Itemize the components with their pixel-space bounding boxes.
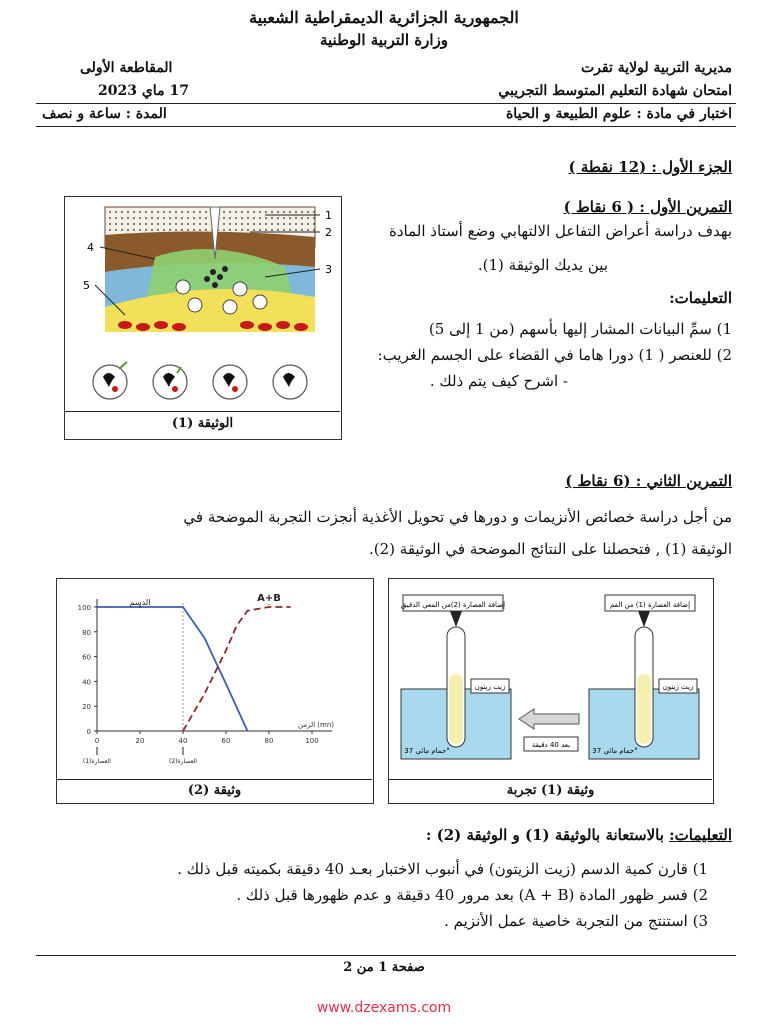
exercise1-question1: 1) سمِّ البيانات المشار إليها بأسهم (من 1 إلى 5): [428, 320, 732, 338]
part1-title: الجزء الأول : (12 نقطة ): [568, 158, 732, 176]
x-tick-label: 80: [264, 737, 274, 745]
exercise1-question2b: - اشرح كيف يتم ذلك .: [429, 372, 568, 390]
left-tube-label: إضافة العصارة (2)من المعي الدقيق: [400, 601, 506, 609]
exercise1-intro-line1: بهدف دراسة أعراض التفاعل الالتهابي وضع أستاذ المادة: [389, 222, 732, 240]
x-tick-label: 0: [94, 737, 100, 745]
exercise1-question2: 2) للعنصر ( 1) دورا هاما في القضاء على الجسم الغريب:: [377, 346, 732, 364]
series-label-lipid: الدسم: [129, 598, 151, 607]
inflammation-diagram: [65, 197, 340, 407]
duration: المدة : ساعة و نصف: [42, 106, 167, 122]
experiment-caption: وثيقة (1) تجربة: [506, 783, 595, 798]
label-3: 3: [325, 263, 332, 276]
exercise2-intro-line1: من أجل دراسة خصائص الأنزيمات و دورها في تحويل الأغذية أنجزت التجربة الموضحة في: [183, 508, 732, 526]
series-line-2: [183, 607, 291, 731]
experiment-diagram: [389, 579, 712, 779]
exercise2-instructions: التعليمات: بالاستعانة بالوثيقة (1) و الوثيقة (2) :: [425, 826, 732, 844]
exam-title: امتحان شهادة التعليم المتوسط التجريبي: [498, 83, 732, 99]
document1-caption: الوثيقة (1): [171, 416, 234, 431]
subject: اختبار في مادة : علوم الطبيعة و الحياة: [505, 106, 732, 122]
left-oil-label: زيت زيتون: [474, 683, 506, 691]
document2-caption: وثيقة (2): [187, 783, 242, 798]
y-tick-label: 0: [86, 728, 91, 736]
exercise1-intro-line2: بين يديك الوثيقة (1).: [477, 256, 608, 274]
directorate: مديرية التربية لولاية تقرت: [581, 60, 732, 76]
right-tube-label: إضافة العصارة (1) من الفم: [609, 601, 691, 609]
experiment-frame: [388, 578, 714, 804]
x-tick-label: 40: [178, 737, 188, 745]
x-tick-label: 100: [305, 737, 319, 745]
exercise1-instructions-title: التعليمات:: [669, 289, 732, 307]
y-tick-label: 80: [82, 628, 91, 637]
right-oil-label: زيت زيتون: [662, 683, 694, 691]
label-2: 2: [325, 226, 332, 239]
exam-date: 17 ماي 2023: [98, 83, 189, 99]
series-line-1: [97, 607, 248, 731]
exercise1-title: التمرين الأول : ( 6 نقاط ): [563, 198, 732, 216]
header-divider-top: [36, 103, 736, 104]
header-divider-bottom: [36, 126, 736, 127]
footer-divider: [36, 955, 736, 956]
page-number: صفحة 1 من 2: [343, 960, 425, 975]
right-bath-label: حمام مائي 37°: [592, 747, 638, 755]
document1-frame: [64, 196, 342, 440]
watermark-url[interactable]: www.dzexams.com: [316, 1000, 452, 1016]
document2-frame: [56, 578, 374, 804]
lipid-digestion-chart: [57, 579, 372, 779]
label-4: 4: [87, 241, 94, 254]
label-5: 5: [83, 279, 90, 292]
y-tick-label: 60: [82, 653, 91, 662]
exercise2-intro-line2: الوثيقة (1) , فتحصلنا على النتائج الموضحة في الوثيقة (2).: [369, 540, 732, 558]
ministry-title: وزارة التربية الوطنية: [319, 31, 448, 49]
exercise2-question3: 3) استنتج من التجربة خاصية عمل الأنزيم .: [444, 912, 708, 930]
y-tick-label: 100: [77, 604, 91, 612]
y-tick-label: 40: [82, 678, 91, 687]
district: المقاطعة الأولى: [80, 60, 173, 76]
time-arrow-label: بعد 40 دقيقة: [531, 741, 571, 749]
exercise2-question2: 2) فسر ظهور المادة (A + B) بعد مرور 40 دقيقة و عدم ظهورها قبل ذلك .: [236, 886, 708, 904]
x-tick-label: 20: [135, 737, 145, 745]
left-bath-label: حمام مائي 37°: [404, 747, 450, 755]
y-tick-label: 20: [82, 703, 91, 712]
x-axis-label: الزمن (mn): [298, 721, 334, 729]
juice-label-1: العصارة(1): [83, 758, 111, 765]
x-tick-label: 60: [221, 737, 231, 745]
republic-title: الجمهورية الجزائرية الديمقراطية الشعبية: [249, 8, 519, 27]
series-label-ab: A+B: [257, 593, 281, 604]
juice-label-2: العصارة(2): [169, 758, 197, 765]
label-1: 1: [325, 209, 332, 222]
exercise2-question1: 1) قارن كمية الدسم (زيت الزيتون) في أنبوب الاختبار بعـد 40 دقيقة بكميته قبل ذلك .: [177, 860, 708, 878]
exercise2-title: التمرين الثاني : (6 نقاط ): [565, 472, 732, 490]
